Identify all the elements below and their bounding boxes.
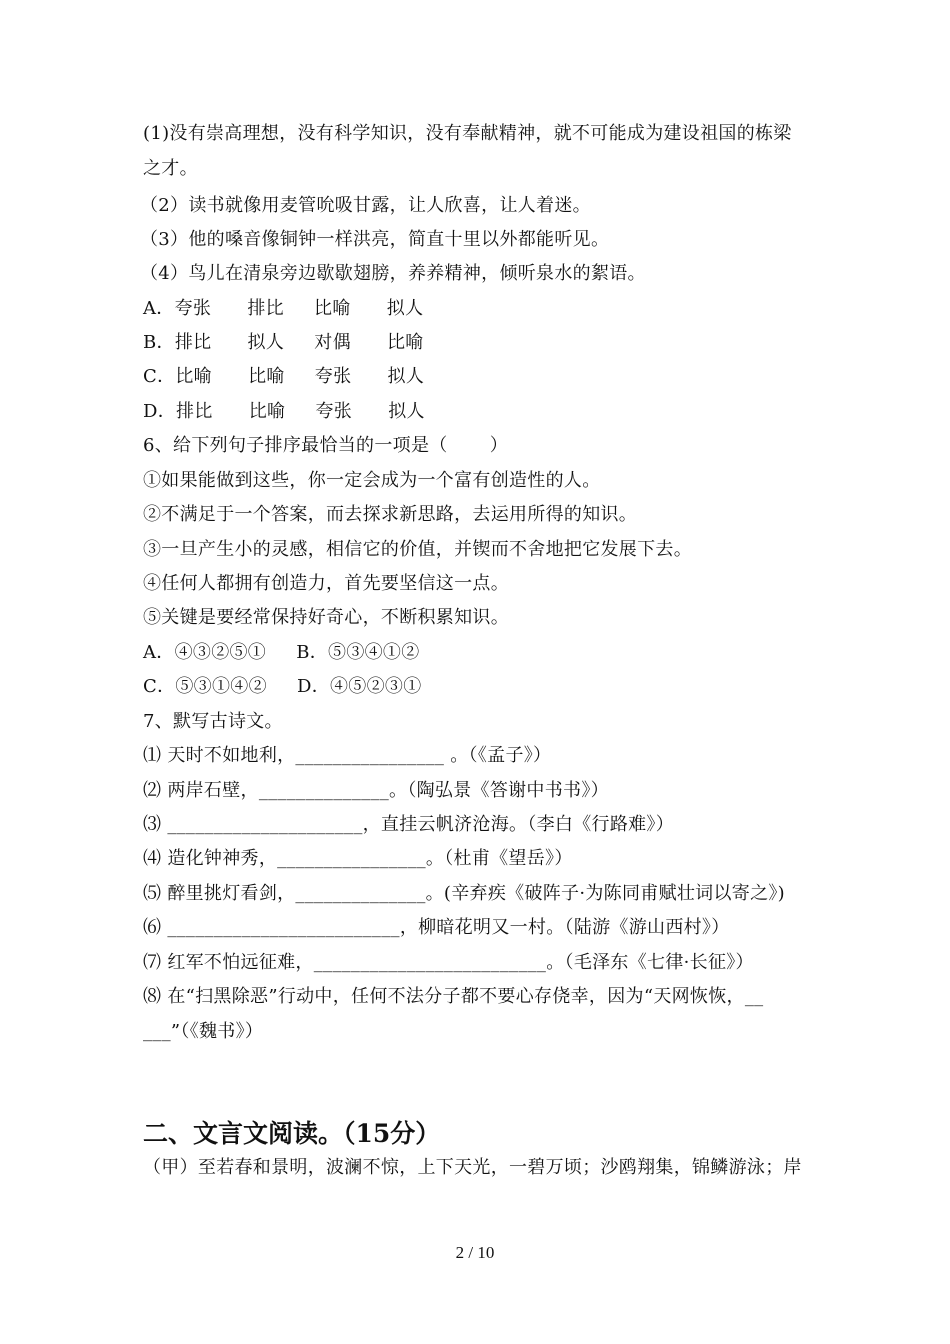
- q5-option-c: C．比喻 比喻 夸张 拟人: [143, 366, 425, 387]
- section-heading: 二、文言文阅读。（15分）: [143, 1119, 441, 1148]
- q5-option-a: A．夸张 排比 比喻 拟人: [143, 298, 424, 319]
- q6-item-2: ②不满足于一个答案，而去探求新思路，去运用所得的知识。: [143, 504, 638, 525]
- q6-item-3: ③一旦产生小的灵感，相信它的价值，并锲而不舍地把它发展下去。: [143, 539, 692, 560]
- q7-item-4: ⑷ 造化钟神秀，________________。（杜甫《望岳》）: [143, 848, 573, 869]
- q7-item-8-cont: ___”（《魏书》）: [143, 1021, 264, 1042]
- q7-item-3: ⑶ _____________________，直挂云帆济沧海。（李白《行路难》）: [143, 814, 675, 835]
- q5-sentence-1-cont: 之才。: [143, 158, 198, 179]
- q6-option-ab: A．④③②⑤① B．⑤③④①②: [143, 642, 420, 663]
- page-number: 2 / 10: [455, 1243, 495, 1262]
- q7-item-7: ⑺ 红军不怕远征难，_________________________。（毛泽东《七律·长征》）: [143, 952, 754, 973]
- q5-sentence-1: (1)没有崇高理想，没有科学知识，没有奉献精神，就不可能成为建设祖国的栋梁: [143, 123, 792, 144]
- q5-sentence-4: （4）鸟儿在清泉旁边歇歇翅膀，养养精神，倾听泉水的絮语。: [140, 263, 646, 284]
- q6-item-4: ④任何人都拥有创造力，首先要坚信这一点。: [143, 573, 509, 594]
- q5-option-d: D．排比 比喻 夸张 拟人: [143, 401, 425, 422]
- q7-item-8: ⑻ 在“扫黑除恶”行动中，任何不法分子都不要心存侥幸，因为“天网恢恢，__: [143, 986, 764, 1007]
- q5-sentence-3: （3）他的嗓音像铜钟一样洪亮，简直十里以外都能听见。: [140, 229, 610, 250]
- q6-option-cd: C．⑤③①④② D．④⑤②③①: [143, 676, 422, 697]
- q6-title: 6、给下列句子排序最恰当的一项是（ ）: [143, 435, 509, 456]
- q5-sentence-2: （2）读书就像用麦管吮吸甘露，让人欣喜，让人着迷。: [140, 195, 591, 216]
- section-text: （甲）至若春和景明，波澜不惊，上下天光，一碧万顷；沙鸥翔集，锦鳞游泳；岸: [143, 1157, 802, 1178]
- q6-item-5: ⑤关键是要经常保持好奇心，不断积累知识。: [143, 607, 509, 628]
- q7-item-5: ⑸ 醉里挑灯看剑，______________。(辛弃疾《破阵子·为陈同甫赋壮词以寄之》): [143, 883, 785, 904]
- q7-item-1: ⑴ 天时不如地利，________________ 。（《孟子》）: [143, 745, 552, 766]
- q7-item-6: ⑹ _________________________，柳暗花明又一村。（陆游《游山西村》）: [143, 917, 730, 938]
- q7-item-2: ⑵ 两岸石壁，______________。（陶弘景《答谢中书书》）: [143, 780, 609, 801]
- q6-item-1: ①如果能做到这些，你一定会成为一个富有创造性的人。: [143, 470, 601, 491]
- q5-option-b: B．排比 拟人 对偶 比喻: [143, 332, 424, 353]
- q7-title: 7、默写古诗文。: [143, 711, 283, 732]
